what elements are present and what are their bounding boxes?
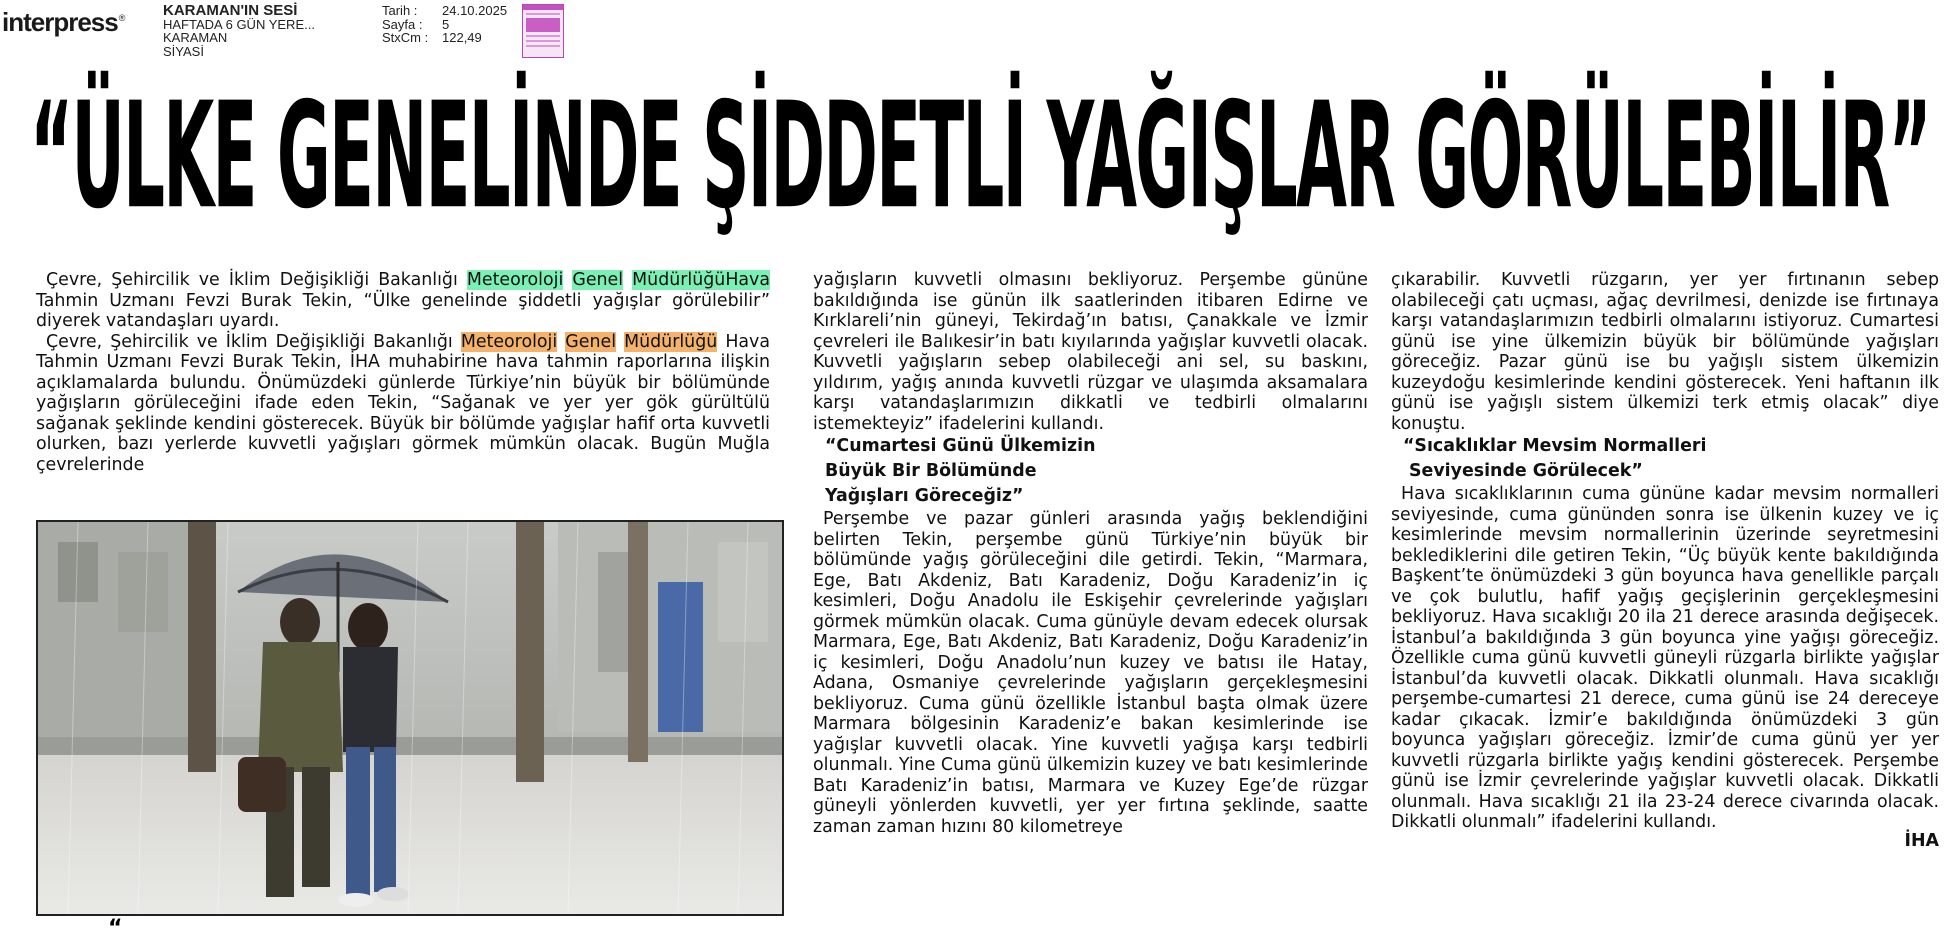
article-column-3 — [1391, 270, 1939, 851]
paragraph: Perşembe ve pazar günleri arasında yağış beklendiğini belirten Tekin, perşembe günü Türkiye’nin büyük bir bölümünde yağış görüleceğini dile getirdi. Tekin, “Marmara, Ege, Batı Akdeniz, Batı Karadeniz, Doğu Karadeniz’in iç kesimleri, Doğu Anadolu ile Eskişehir çevrelerinde yağışları görmek mümkün olacak. Cuma günüyle devam edecek olursak Marmara, Ege, Batı Akdeniz, Batı Karadeniz, Doğu Karadeniz’in iç kesimleri, Doğu Anadolu’nun kuzey ve batısı ile Hatay, Adana, Osmaniye çevrelerinde yağışların gerçekleşmesini bekliyoruz. Cuma günü özellikle İstanbul başta olmak üzere Marmara bölgesinin Karadeniz’e bakan kesimlerinde ise yağışlar kuvvetli olacak. Yine kuvvetli yağışa karşı tedbirli olunmalı. Yine Cuma günü ülkemizin kuzey ve batı kesimlerinde Batı Karadeniz’in batısı, Marmara ve Kuzey Ege’de rüzgar güneyli yönlerden kuvvetli, yer yer fırtına şeklinde, saatte zaman zaman hızını 80 kilometreye — [813, 509, 1368, 837]
text-run: Çevre, Şehircilik ve İklim Değişikliği Bakanlığı — [46, 331, 461, 352]
highlight-term: Genel — [565, 331, 617, 352]
paragraph — [36, 332, 770, 476]
text-run: Hava Tahmin Uzmanı Fevzi Burak Tekin, İHA muhabirine hava tahmin raporlarına ilişkin açıklamalarda bulundu. Önümüzdeki günlerde Türkiye’nin büyük bir bölümünde yağışların görüleceğini ifade eden Tekin, “Sağanak ve yer yer gök gürültülü sağanak şeklinde kendini gösterecek. Büyük bir bölümde yağışlar hafif orta kuvvetli olurken, bazı yerlerde kuvvetli yağışları görmek mümkün olacak. Bugün Muğla çevrelerinde — [36, 331, 771, 475]
thumbnail-line — [526, 45, 560, 47]
thumbnail-band — [523, 5, 563, 10]
meta-stxcm-label: StxCm : — [382, 30, 429, 45]
paragraph: yağışların kuvvetli olmasını bekliyoruz. Perşembe gününe bakıldığında ise günün ilk saatlerinden itibaren Edirne ve Kırklareli’nin güneyi, Tekirdağ’ın batısı, Çanakkale ve İzmir çevreleri ile Balıkesir’in batı kıyılarında yağışlar kuvvetli olacak. Kuvvetli yağışların sebep olabileceği ani sel, su baskını, yıldırım, yağış anında kuvvetli rüzgar ve ulaşımda aksamalara karşı vatandaşlarımızın dikkatli ve tedbirli olmalarını istemekteyiz” ifadelerini kullandı. — [813, 270, 1368, 434]
meta-date-value: 24.10.2025 — [442, 3, 508, 18]
thumbnail-line — [526, 40, 560, 42]
subheading — [813, 434, 1368, 509]
subheading — [1391, 434, 1939, 484]
publication-section: SİYASİ — [163, 43, 204, 59]
highlight-term: Meteoroloji — [460, 331, 558, 352]
text-run: Tahmin Uzmanı Fevzi Burak Tekin, “Ülke genelinde şiddetli yağışlar görülebilir” diyerek vatandaşları uyardı. — [36, 290, 770, 331]
meta-date-label: Tarih : — [382, 3, 418, 18]
publication-frequency: HAFTADA 6 GÜN YERE... — [163, 16, 315, 32]
thumbnail-line — [526, 13, 560, 15]
interpress-logo — [2, 7, 124, 38]
meta-stxcm-value: 122,49 — [442, 30, 482, 45]
highlight-term: Müdürlüğü — [632, 270, 726, 290]
meta-page-label: Sayfa : — [382, 16, 423, 32]
paragraph: Hava sıcaklıklarının cuma gününe kadar mevsim normalleri seviyesinde, cuma gününden sonra ise ülkenin kuzey ve iç kesimlerinde mevsim normallerinin üzerinde seyretmesini beklediklerini dile getiren Tekin, “Üç büyük kente bakıldığında Başkent’te önümüzdeki 3 gün boyunca hava genellikle parçalı ve çok bulutlu, hafif yağış geçişlerinin gerçekleşmesini bekliyoruz. Hava sıcaklığı 20 ila 21 derece arasında değişecek. İstanbul’a bakıldığında 3 gün boyunca yine yağışı göreceğiz. Özellikle cuma günü kuvvetli güneyli rüzgarla birlikte yağışlar İstanbul’da kuvvetli olacak. Dikkatli olunmalı. Hava sıcaklığı perşembe-cumartesi 21 derece, cuma günü ise 24 dereceye kadar çıkacak. İzmir’e bakıldığında önümüzdeki 3 gün boyunca yağışları göreceğiz. İzmir’de cuma günü yer yer kuvvetli rüzgarla birlikte yağış kendini gösterecek. Perşembe günü ise İzmir çevrelerinde yağışlar kuvvetli olacak. Dikkatli olunmalı. Hava sıcaklığı 21 ila 23-24 derece civarında olacak. Dikkatli olunmalı” ifadelerini kullandı. — [1391, 484, 1939, 832]
thumbnail-picture — [526, 18, 560, 32]
subheading-line: Yağışları Göreceğiz” — [825, 486, 1024, 506]
subheading-line: “Cumartesi Günü Ülkemizin — [825, 436, 1096, 456]
subheading-line: “Sıcaklıklar Mevsim Normalleri — [1403, 436, 1707, 456]
article-column-1 — [36, 270, 770, 475]
meta-page-value: 5 — [442, 16, 450, 32]
article-column-2 — [813, 270, 1368, 837]
agency-signature: İHA — [1904, 830, 1939, 851]
paragraph — [36, 270, 770, 332]
paragraph: çıkarabilir. Kuvvetli rüzgarın, yer yer fırtınanın sebep olabileceği çatı uçması, ağaç devrilmesi, denizde ise fırtınaya karşı vatandaşlarımızın tedbirli olmalarını istiyoruz. Cumartesi günü ise yine ülkemizin büyük bir bölümünde yağışları göreceğiz. Pazar günü ise bu yağışlı sistem ülkemizin kuzeydoğu kesimlerinde kendini gösterecek. Yeni haftanın ilk günü ise yağışlı sistem ülkemizi terk etmiş olacak” diye konuştu. — [1391, 270, 1939, 434]
publication-name: KARAMAN'IN SESİ — [163, 2, 298, 19]
logo-text: interpress — [2, 7, 118, 37]
highlight-term: Genel — [572, 270, 624, 290]
publication-info — [163, 4, 315, 58]
highlight-term: Müdürlüğü — [624, 331, 718, 352]
publication-city: KARAMAN — [163, 30, 228, 45]
rain-photo-illustration — [38, 522, 782, 914]
headline-text: “ÜLKE GENELİNDE ŞİDDETLİ YAĞIŞLAR GÖRÜLEBİLİR” — [30, 71, 1931, 242]
meta-page-row — [382, 18, 507, 32]
page-thumbnail[interactable] — [522, 4, 564, 58]
meta-stxcm-row — [382, 31, 507, 45]
rain-photo — [36, 520, 784, 916]
clipping-meta — [382, 4, 507, 45]
text-run: Çevre, Şehircilik ve İklim Değişikliği Bakanlığı — [46, 270, 467, 290]
bottom-quote-mark: “ — [108, 916, 123, 931]
highlight-term: Hava — [725, 270, 771, 290]
registered-mark: ® — [118, 13, 125, 24]
highlight-term: Meteoroloji — [466, 270, 564, 290]
subheading-line: Büyük Bir Bölümünde — [825, 461, 1037, 481]
meta-date-row — [382, 4, 507, 18]
subheading-line: Seviyesinde Görülecek” — [1409, 461, 1643, 481]
headline — [30, 71, 1940, 242]
thumbnail-line — [526, 35, 560, 37]
